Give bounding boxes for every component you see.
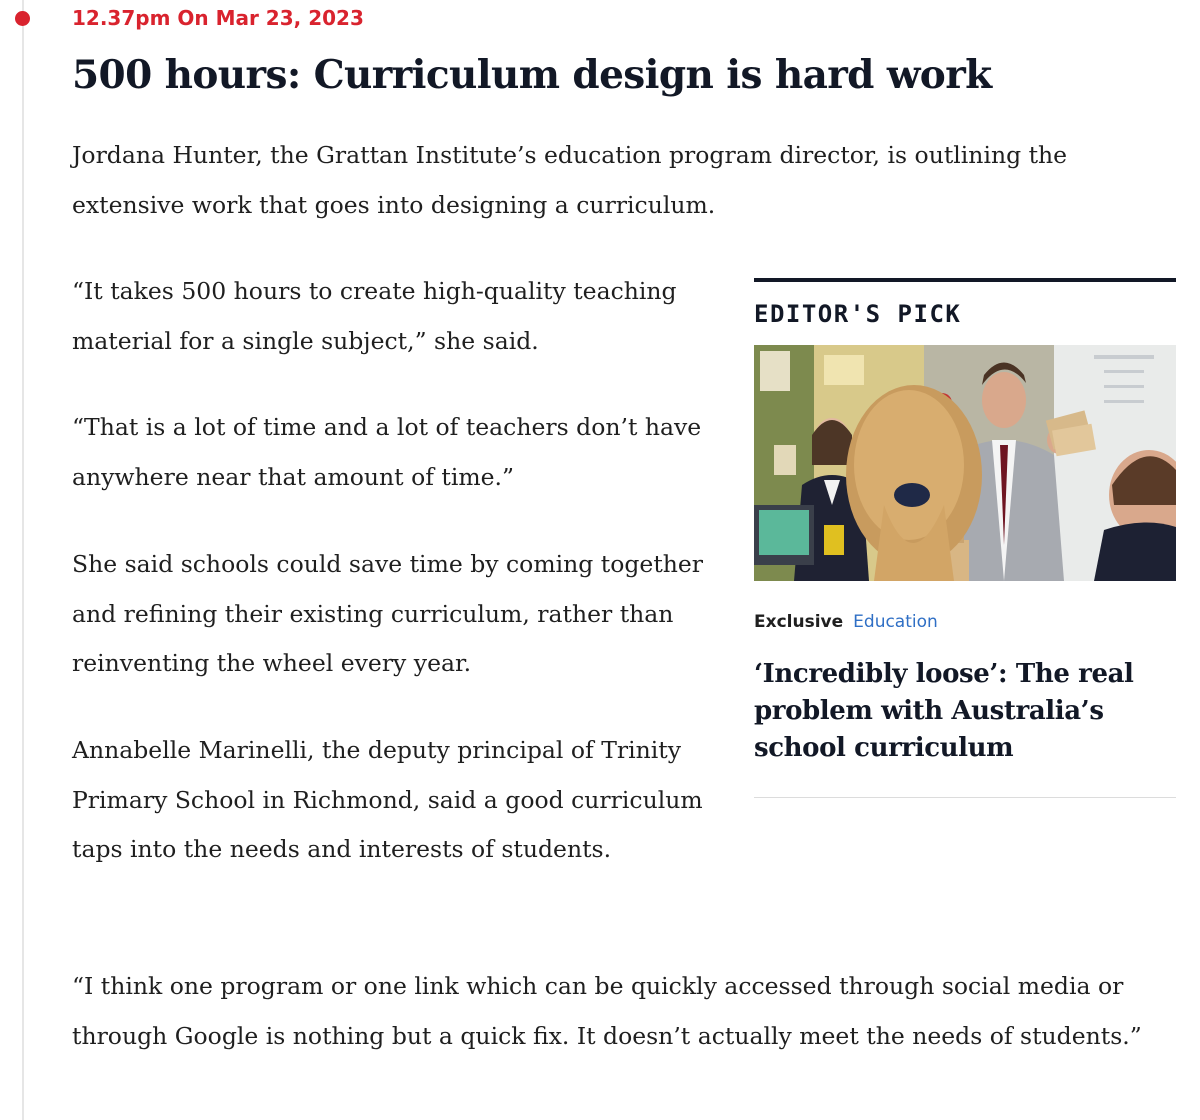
paragraph: Annabelle Marinelli, the deputy principal of Trinity Primary School in Richmond, said a good curriculum taps into the needs and interests of students. xyxy=(72,736,703,864)
timeline-line xyxy=(22,0,24,1120)
post-headline: 500 hours: Curriculum design is hard work xyxy=(72,52,992,98)
paragraph: She said schools could save time by coming together and refining their existing curriculum, rather than reinventing the wheel every year. xyxy=(72,550,704,678)
paragraph: “It takes 500 hours to create high-quality teaching material for a single subject,” she said. xyxy=(72,277,677,355)
exclusive-tag: Exclusive xyxy=(754,612,844,632)
paragraph: “I think one program or one link which can be quickly accessed through social media or through Google is nothing but a quick fix. It doesn’t actually meet the needs of students.” xyxy=(72,972,1142,1050)
post-timestamp: 12.37pm On Mar 23, 2023 xyxy=(72,6,364,30)
editors-pick-tags xyxy=(754,612,938,632)
section-link-education[interactable]: Education xyxy=(853,612,938,632)
paragraph: “That is a lot of time and a lot of teachers don’t have anywhere near that amount of time.” xyxy=(72,413,702,491)
editors-pick-heading: EDITOR'S PICK xyxy=(754,300,962,328)
editors-pick-photo[interactable] xyxy=(754,345,1176,581)
red-dot-icon xyxy=(15,11,30,26)
editors-pick-card[interactable] xyxy=(754,278,1176,798)
classroom-photo xyxy=(754,345,1176,581)
paragraph-intro: Jordana Hunter, the Grattan Institute’s education program director, is outlining the extensive work that goes into designing a curriculum. xyxy=(72,141,1068,219)
editors-pick-title-link[interactable]: ‘Incredibly loose’: The real problem with Australia’s school curriculum xyxy=(754,659,1134,763)
